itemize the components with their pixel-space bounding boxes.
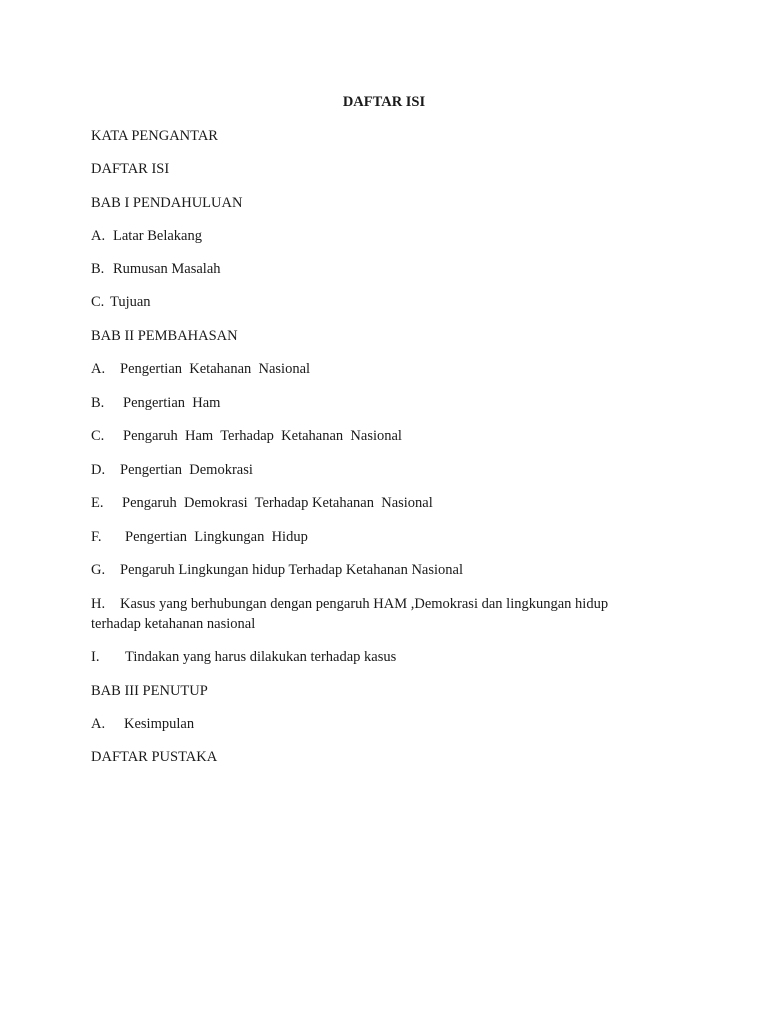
toc-marker: C. [91,294,105,310]
toc-marker: H. [91,596,106,612]
toc-marker: A. [91,361,106,377]
toc-marker: D. [91,462,106,478]
toc-entry: H. Kasus yang berhubungan dengan pengaruh HAM ,Demokrasi dan lingkungan hidup terhadap ketahanan nasional [91,596,609,632]
toc-marker: E. [91,495,104,511]
toc-entry: DAFTAR PUSTAKA [91,749,218,765]
toc-entry: BAB I PENDAHULUAN [91,195,243,211]
toc-entry: C. Tujuan [91,294,151,310]
toc-marker: A. [91,228,106,244]
toc-entry: I. Tindakan yang harus dilakukan terhadap kasus [91,649,397,665]
toc-marker: A. [91,716,106,732]
toc-entry: A. Kesimpulan [91,716,195,732]
toc-entry: BAB II PEMBAHASAN [91,328,238,344]
toc-entry: BAB III PENUTUP [91,683,208,699]
toc-entry: A. Latar Belakang [91,228,202,244]
page-title: DAFTAR ISI [342,94,426,110]
toc-entry: A. Pengertian Ketahanan Nasional [91,361,311,377]
toc-marker: I. [91,649,100,665]
toc-marker: C. [91,428,105,444]
toc-entry: D. Pengertian Demokrasi [91,462,253,478]
toc-entry: B. Rumusan Masalah [91,261,221,277]
toc-entry: C. Pengaruh Ham Terhadap Ketahanan Nasional [91,428,402,444]
toc-entry: KATA PENGANTAR [91,128,218,144]
toc-entry: E. Pengaruh Demokrasi Terhadap Ketahanan Nasional [91,495,433,511]
toc-marker: F. [91,529,102,545]
toc-entry: DAFTAR ISI [91,161,170,177]
toc-marker: B. [91,395,105,411]
toc-marker: G. [91,562,106,578]
toc-entry: B. Pengertian Ham [91,395,221,411]
toc-entry: F. Pengertian Lingkungan Hidup [91,529,308,545]
toc-entry: G. Pengaruh Lingkungan hidup Terhadap Ketahanan Nasional [91,562,463,578]
toc-marker: B. [91,261,105,277]
